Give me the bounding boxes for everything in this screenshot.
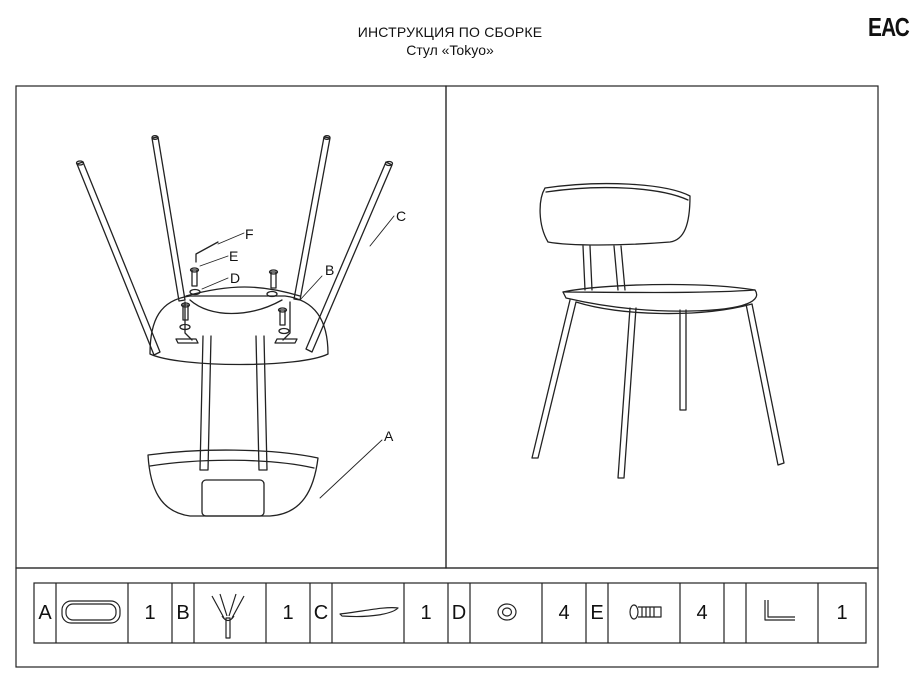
label-f: F: [245, 226, 254, 242]
part-letter-e: E: [590, 601, 604, 624]
part-qty-c: 1: [420, 601, 432, 624]
washer-icon: [498, 604, 516, 620]
exploded-view-panel: [16, 86, 446, 568]
part-qty-b: 1: [282, 601, 294, 624]
bolt-icon: [630, 605, 661, 619]
assembled-chair-diagram: [532, 184, 784, 478]
part-letter-c: C: [313, 601, 329, 624]
backrest-part: [150, 296, 328, 365]
allen-key-part: [196, 242, 218, 262]
label-d: D: [230, 270, 241, 286]
part-letter-f: [724, 583, 746, 643]
backrest-icon: [340, 608, 398, 617]
part-qty-d: 4: [558, 601, 570, 624]
part-letter-a: A: [38, 601, 52, 624]
label-b: B: [325, 262, 335, 278]
document-title: ИНСТРУКЦИЯ ПО СБОРКЕ: [357, 24, 543, 40]
part-letter-d: D: [451, 601, 467, 624]
part-letter-b: B: [176, 601, 190, 624]
allen-key-icon: [765, 600, 795, 620]
part-qty-a: 1: [144, 601, 156, 624]
eac-certification-mark: ЕАС: [868, 12, 909, 42]
seat-icon: [62, 601, 120, 623]
part-qty-f: 1: [836, 601, 848, 624]
label-c: C: [396, 208, 407, 224]
assembled-view-panel: [446, 86, 878, 568]
frame-legs: [77, 136, 393, 355]
frame-icon: [212, 594, 244, 638]
part-qty-e: 4: [696, 601, 708, 624]
document-subtitle: Стул «Tokyo»: [406, 42, 494, 58]
label-e: E: [229, 248, 239, 264]
label-a: A: [384, 428, 394, 444]
exploded-chair-diagram: [77, 136, 395, 516]
